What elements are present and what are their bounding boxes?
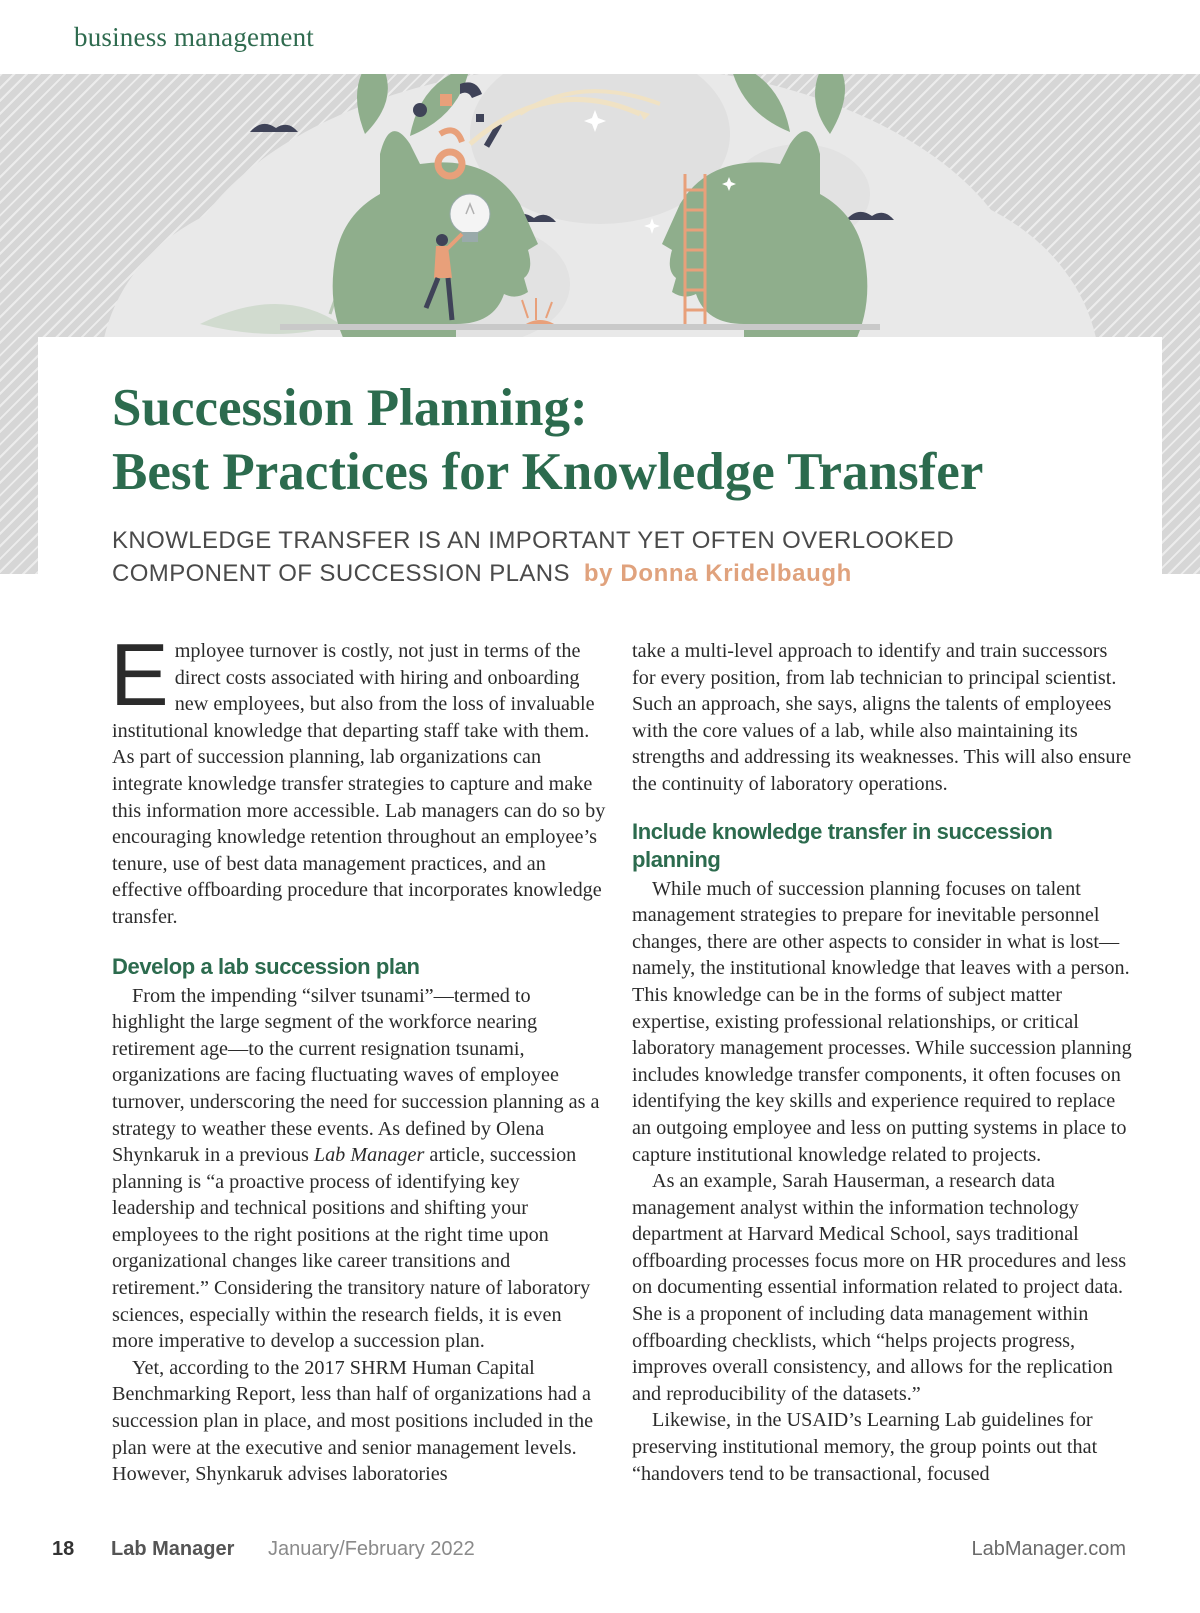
- page-footer: [0, 1538, 1200, 1568]
- page-number: 18: [52, 1538, 75, 1560]
- intro-text: mployee turnover is costly, not just in terms of the direct costs associated with hiring and onboarding new employees, but also from the loss of invaluable institutional knowledge that departing staff take with them. As part of succession planning, lab organizations can integrate knowledge transfer strategies to capture and make this information more accessible. Lab managers can do so by encouraging knowledge retention throughout an employee’s tenure, use of best data management practices, and an effective offboarding procedure that incorporates knowledge transfer.: [112, 640, 606, 928]
- section-heading-develop-plan: Develop a lab succession plan: [112, 953, 420, 979]
- section-heading-knowledge-transfer: Include knowledge transfer in succession planning: [632, 818, 1053, 872]
- article-title: [112, 376, 1072, 504]
- title-line-1: Succession Planning:: [112, 379, 588, 437]
- body-text: From the impending “silver tsunami”—termed to highlight the large segment of the workforce nearing retirement age—to the current resignation tsunami, organizations are facing fluctuating waves of employee turnover, underscoring the need for succession planning as a strategy to weather these events. As defined by Olena Shynkaruk in a previous: [112, 984, 600, 1167]
- body-paragraph: Yet, according to the 2017 SHRM Human Capital Benchmarking Report, less than half of organizations had a succession plan in place, and most positions included in the plan were at the executive and senior management levels. However, Shynkaruk advises laboratories: [112, 1356, 594, 1486]
- body-paragraph: take a multi-level approach to identify and train successors for every position, from lab technician to principal scientist. Such an approach, she says, aligns the talents of employees with the core values of a lab, while also maintaining its strengths and addressing its weaknesses. This will also ensure the continuity of laboratory operations.: [632, 640, 1132, 795]
- deck-line-1: KNOWLEDGE TRANSFER IS AN IMPORTANT YET OFTEN OVERLOOKED: [112, 527, 955, 554]
- body-paragraph: While much of succession planning focuses on talent management strategies to prepare for inevitable personnel changes, there are other aspects to consider in what is lost—namely, the institutional knowledge that leaves with a person. This knowledge can be in the forms of subject matter expertise, existing professional relationships, or critical laboratory management processes. While succession planning includes knowledge transfer components, it often focuses on identifying the key skills and experience required to replace an outgoing employee and less on putting systems in place to capture institutional knowledge related to projects.: [632, 877, 1132, 1166]
- drop-cap: E: [110, 625, 169, 724]
- left-column: [110, 625, 606, 1488]
- article-deck: [112, 524, 1072, 590]
- magazine-name: Lab Manager: [111, 1538, 235, 1560]
- website-link[interactable]: LabManager.com: [971, 1538, 1126, 1560]
- byline: by Donna Kridelbaugh: [583, 560, 852, 587]
- deck-line-2: COMPONENT OF SUCCESSION PLANS: [112, 560, 570, 587]
- body-paragraph: [112, 983, 606, 1355]
- body-paragraph: Likewise, in the USAID’s Learning Lab guidelines for preserving institutional memory, the group points out that “handovers tend to be transactional, focused: [632, 1409, 1098, 1485]
- issue-date: January/February 2022: [268, 1538, 475, 1560]
- body-text: article, succession planning is “a proactive process of identifying key leadership and technical positions and shifting your employees to the right positions at the right time upon organizational changes like career transitions and retirement.” Considering the transitory nature of laboratory sciences, especially within the research fields, it is even more imperative to develop a succession plan.: [112, 1144, 591, 1353]
- publication-name: Lab Manager: [313, 1144, 425, 1167]
- title-line-2: Best Practices for Knowledge Transfer: [112, 443, 984, 501]
- section-label: business management: [74, 22, 314, 52]
- right-column: [632, 638, 1132, 1487]
- intro-paragraph: [110, 625, 606, 931]
- body-paragraph: As an example, Sarah Hauserman, a research data management analyst within the information technology department at Harvard Medical School, says traditional offboarding processes focus more on HR procedures and less on documenting essential information related to project data. She is a proponent of including data management within offboarding checklists, which “helps projects progress, improves overall consistency, and allows for the replication and reproducibility of the datasets.”: [632, 1170, 1127, 1405]
